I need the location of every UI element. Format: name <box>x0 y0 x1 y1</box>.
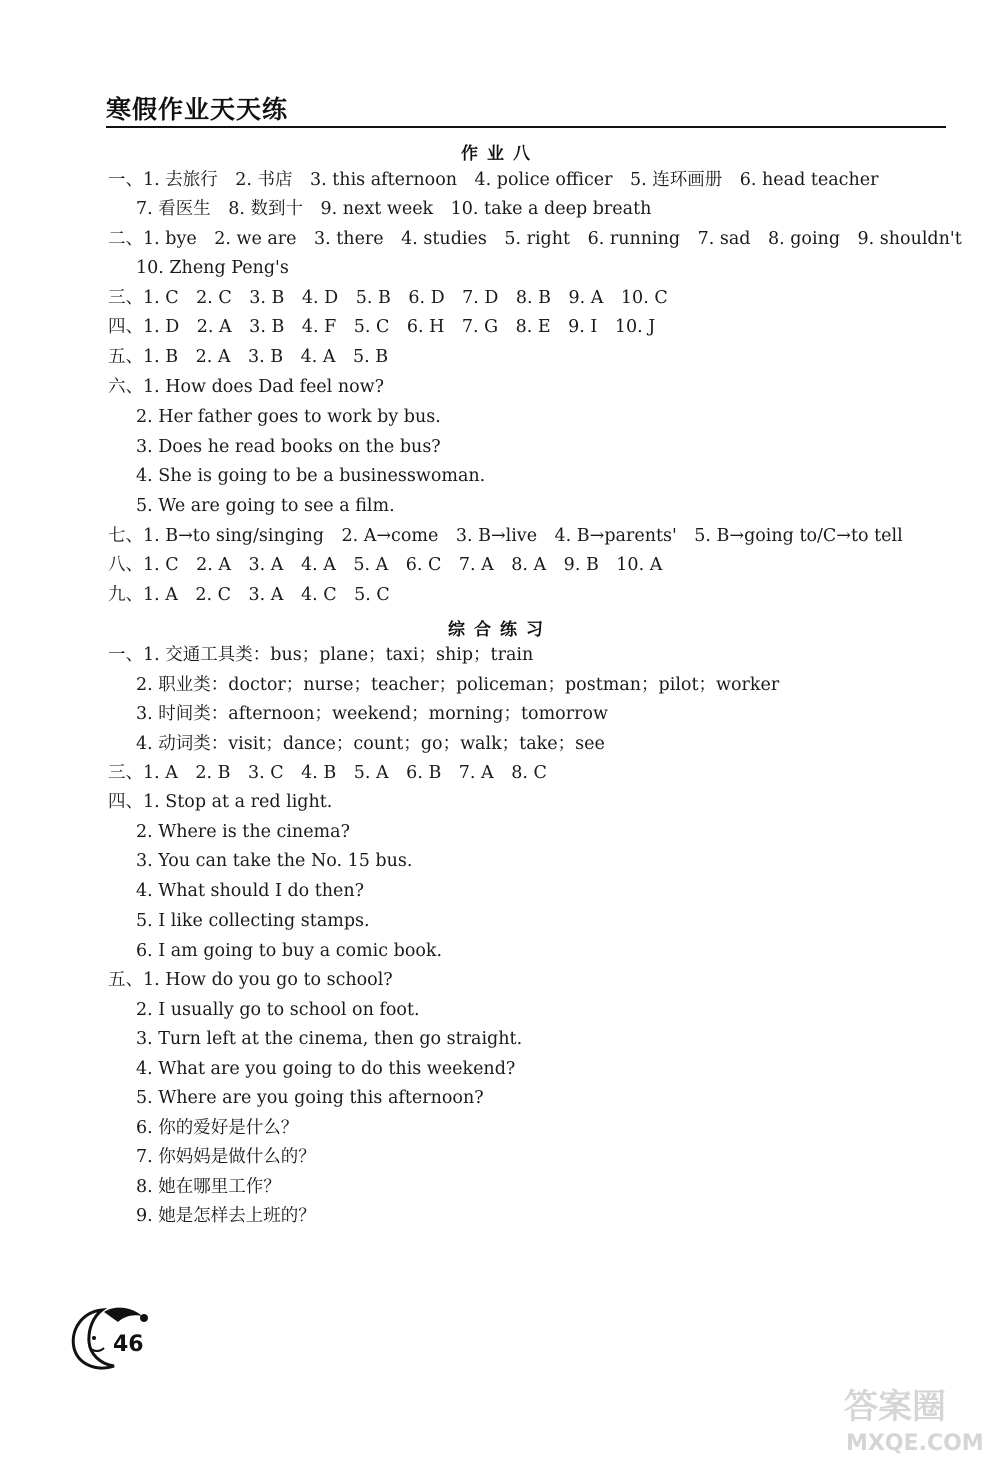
answer-line: 3. Does he read books on the bus? <box>136 437 441 457</box>
answer-line: 2. Her father goes to work by bus. <box>136 407 441 427</box>
answer-line: 3. 时间类：afternoon；weekend；morning；tomorrow <box>136 704 608 724</box>
watermark-text: 答案圈 <box>844 1387 946 1427</box>
answer-line: 3. Turn left at the cinema, then go straight. <box>136 1029 523 1049</box>
answer-line: 9. 她是怎样去上班的？ <box>136 1206 316 1226</box>
answer-line: 7. 看医生 8. 数到十 9. next week 10. take a deep breath <box>136 199 652 219</box>
answer-line: 7. 你妈妈是做什么的？ <box>136 1147 316 1167</box>
watermark-url: MXQE.COM <box>846 1431 984 1456</box>
answer-line: 五、1. How do you go to school? <box>108 970 393 990</box>
answer-line: 九、1. A 2. C 3. A 4. C 5. C <box>108 585 390 605</box>
answer-line: 四、1. D 2. A 3. B 4. F 5. C 6. H 7. G 8. E 9. I 10. J <box>108 317 656 337</box>
page-header-title: 寒假作业天天练 <box>106 95 289 124</box>
section-title-homework-8: 作业八 <box>461 144 539 164</box>
answer-line: 二、1. bye 2. we are 3. there 4. studies 5. right 6. running 7. sad 8. going 9. shouldn't <box>108 229 962 249</box>
answer-line: 2. I usually go to school on foot. <box>136 1000 420 1020</box>
answer-line: 三、1. C 2. C 3. B 4. D 5. B 6. D 7. D 8. B 9. A 10. C <box>108 288 668 308</box>
answer-line: 5. Where are you going this afternoon? <box>136 1088 484 1108</box>
answer-line: 6. I am going to buy a comic book. <box>136 941 443 961</box>
header-divider <box>106 126 946 128</box>
answer-line: 三、1. A 2. B 3. C 4. B 5. A 6. B 7. A 8. C <box>108 763 547 783</box>
answer-line: 4. She is going to be a businesswoman. <box>136 466 486 486</box>
section-title-comprehensive-practice: 综合练习 <box>448 620 552 640</box>
answer-line: 4. What should I do then? <box>136 881 365 901</box>
answer-line: 5. We are going to see a film. <box>136 496 395 516</box>
answer-line: 10. Zheng Peng's <box>136 258 289 278</box>
answer-line: 8. 她在哪里工作？ <box>136 1177 281 1197</box>
answer-line: 七、1. B→to sing/singing 2. A→come 3. B→live 4. B→parents' 5. B→going to/C→to tell <box>108 526 903 546</box>
answer-line: 一、1. 去旅行 2. 书店 3. this afternoon 4. police officer 5. 连环画册 6. head teacher <box>108 170 879 190</box>
answer-line: 4. What are you going to do this weekend? <box>136 1059 516 1079</box>
page-number: 46 <box>113 1332 144 1357</box>
answer-line: 2. Where is the cinema? <box>136 822 350 842</box>
answer-line: 一、1. 交通工具类：bus；plane；taxi；ship；train <box>108 645 534 665</box>
answer-line: 6. 你的爱好是什么？ <box>136 1118 299 1138</box>
answer-line: 八、1. C 2. A 3. A 4. A 5. A 6. C 7. A 8. A 9. B 10. A <box>108 555 663 575</box>
answer-line: 四、1. Stop at a red light. <box>108 792 333 812</box>
answer-line: 六、1. How does Dad feel now? <box>108 377 384 397</box>
answer-line: 五、1. B 2. A 3. B 4. A 5. B <box>108 347 389 367</box>
answer-line: 4. 动词类：visit；dance；count；go；walk；take；see <box>136 734 605 754</box>
watermark-logo <box>840 1378 990 1458</box>
answer-line: 5. I like collecting stamps. <box>136 911 370 931</box>
answer-line: 3. You can take the No. 15 bus. <box>136 851 413 871</box>
answer-line: 2. 职业类：doctor；nurse；teacher；policeman；postman；pilot；worker <box>136 675 780 695</box>
